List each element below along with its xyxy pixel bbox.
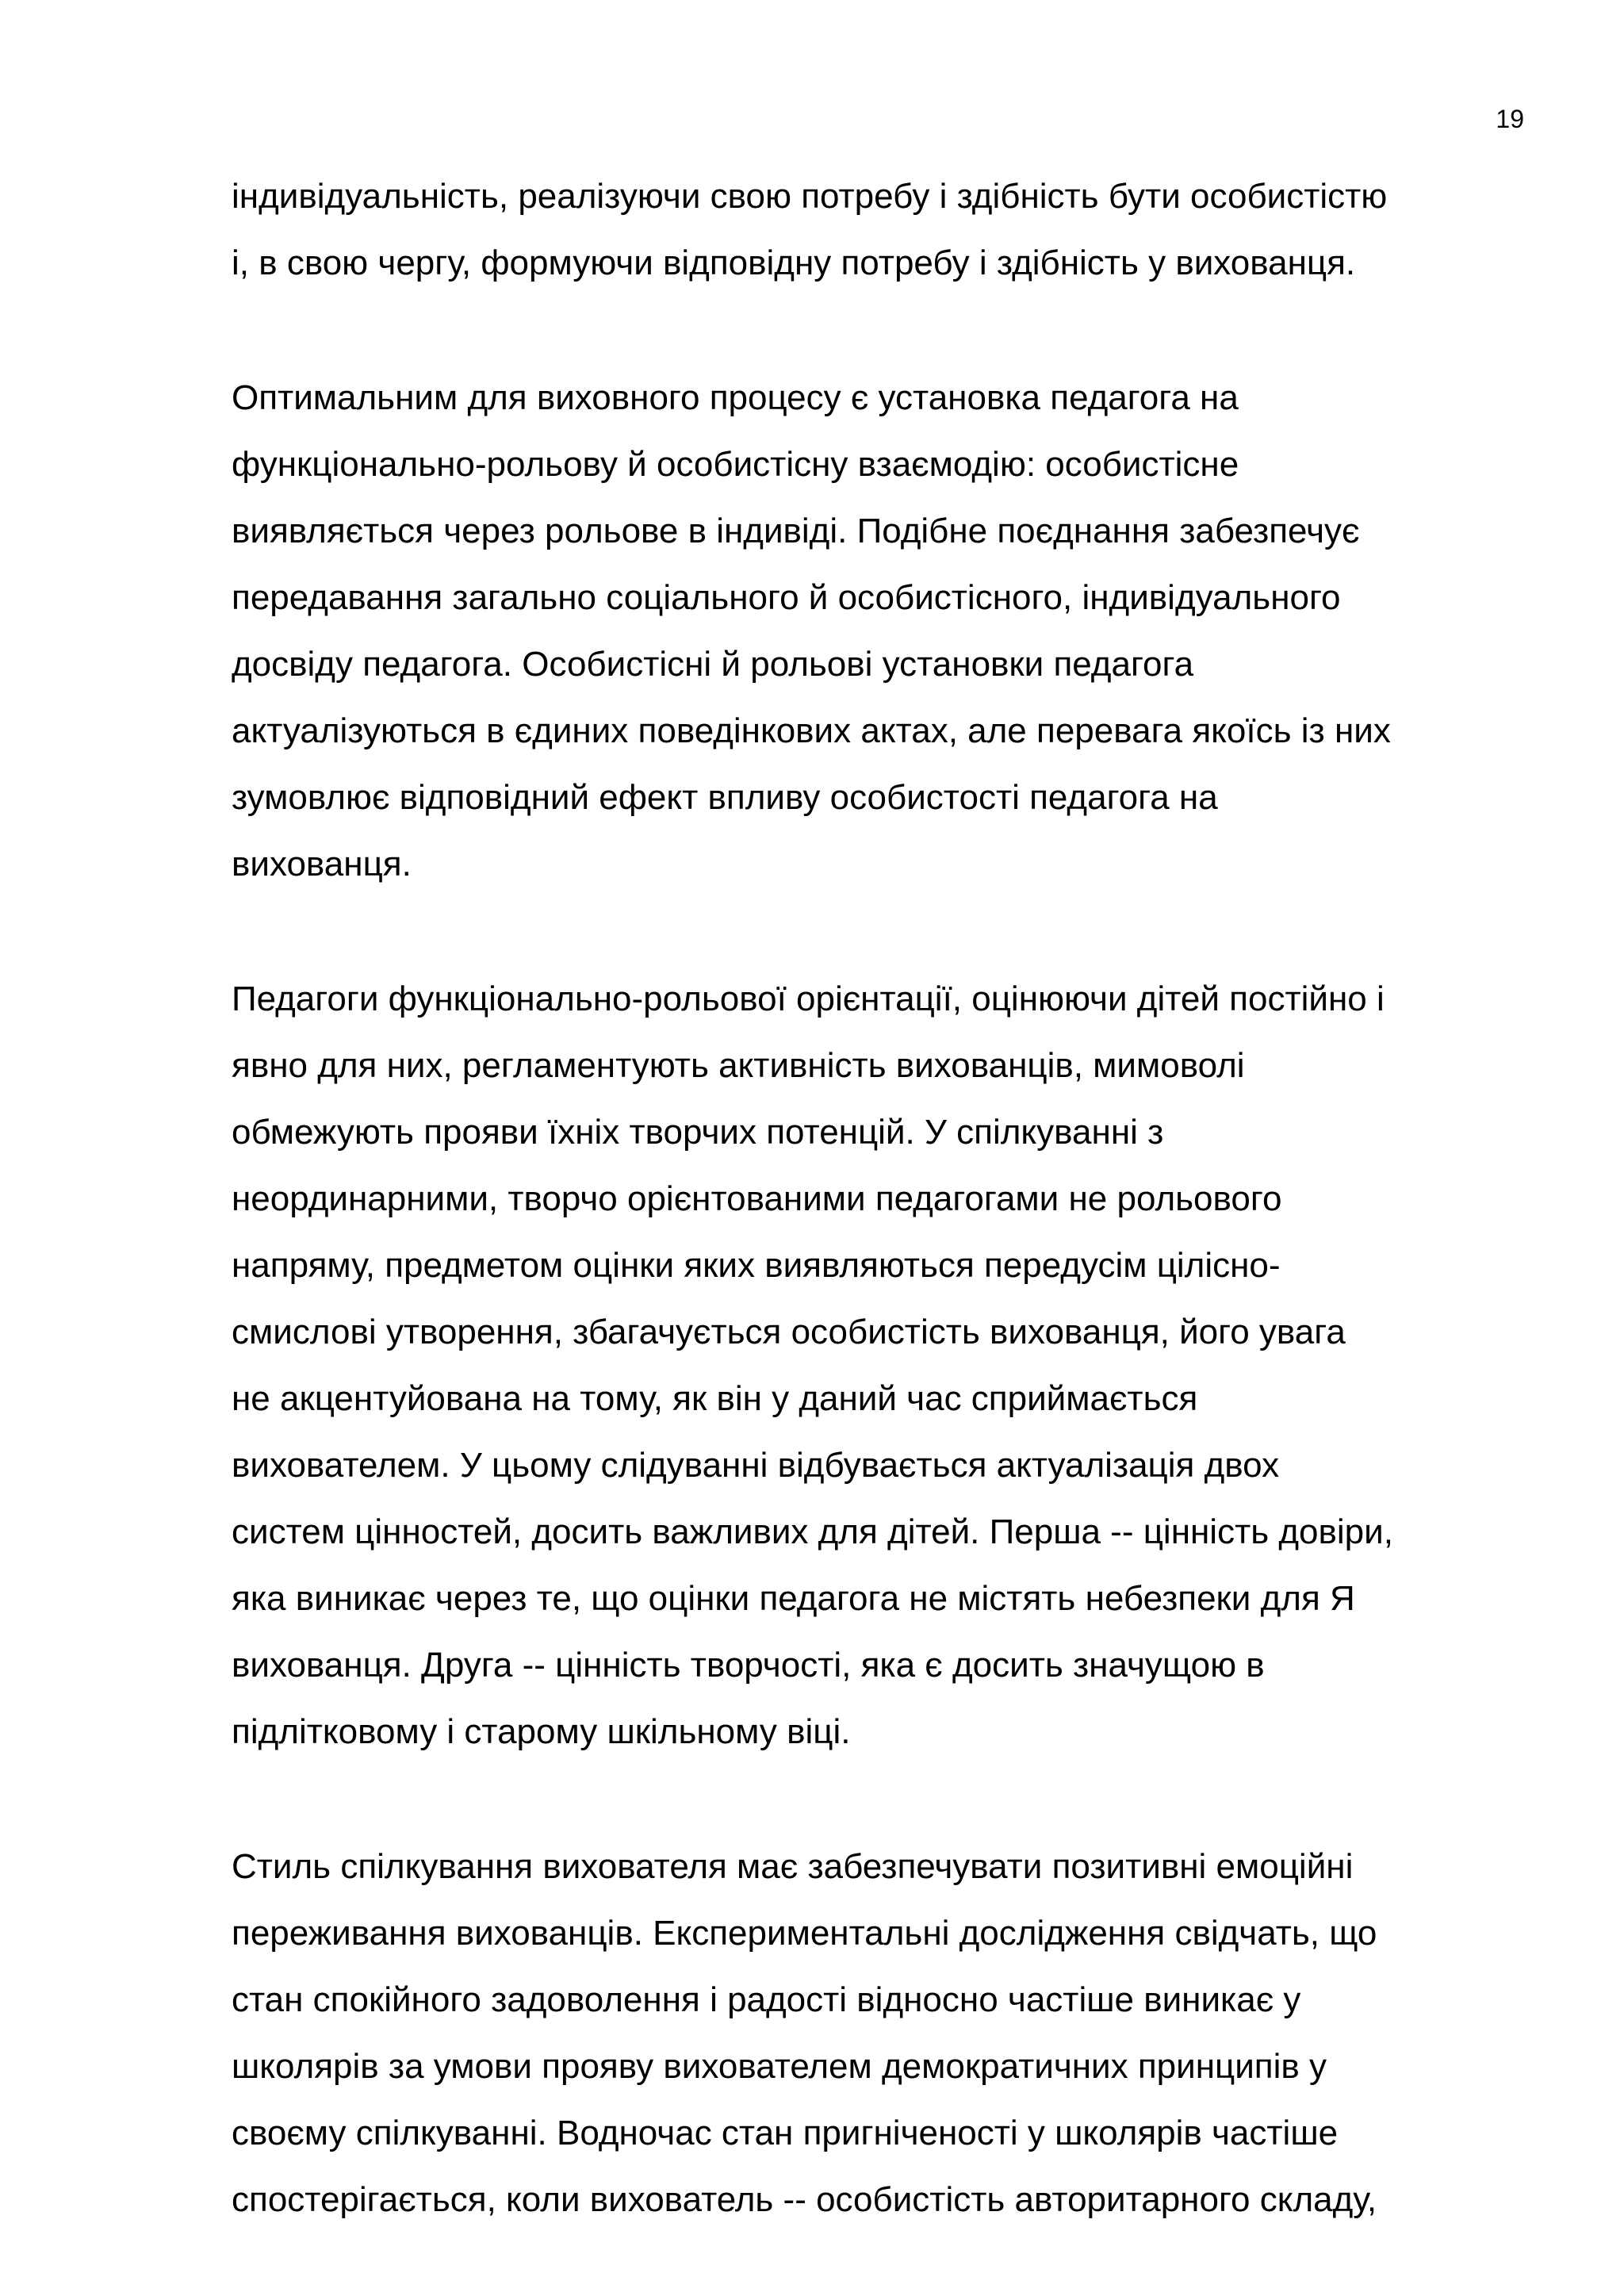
text-line: і, в свою чергу, формуючи відповідну потребу і здібність у вихованця.	[232, 243, 1356, 282]
text-line: індивідуальність, реалізуючи свою потребу і здібність бути особистістю	[232, 177, 1388, 216]
text-line: переживання вихованців. Експериментальні дослідження свідчать, що	[232, 1914, 1377, 1953]
paragraph-2	[232, 365, 1522, 898]
text-line: обмежують прояви їхніх творчих потенцій. У спілкуванні з	[232, 1113, 1164, 1152]
text-line: школярів за умови прояву вихователем демократичних принципів у	[232, 2047, 1327, 2086]
paragraph-1	[232, 163, 1522, 297]
paragraph-3	[232, 966, 1522, 1765]
text-line: вихователем. У цьому слідуванні відбувається актуалізація двох	[232, 1446, 1280, 1485]
text-line: смислові утворення, збагачується особистість вихованця, його увага	[232, 1313, 1346, 1351]
text-line: вихованця.	[232, 845, 412, 884]
text-line: підлітковому і старому шкільному віці.	[232, 1712, 851, 1751]
text-line: актуалізуються в єдиних поведінкових актах, але перевага якоїсь із них	[232, 711, 1391, 750]
paragraph-4	[232, 1834, 1522, 2233]
text-line: яка виникає через те, що оцінки педагога не містять небезпеки для Я	[232, 1579, 1355, 1618]
text-line: систем цінностей, досить важливих для дітей. Перша -- цінність довіри,	[232, 1512, 1393, 1551]
text-line: явно для них, регламентують активність вихованців, мимоволі	[232, 1046, 1245, 1085]
text-line: передавання загально соціального й особистісного, індивідуального	[232, 578, 1341, 617]
page-number: 19	[1496, 105, 1524, 133]
text-line: стан спокійного задоволення і радості відносно частіше виникає у	[232, 1980, 1301, 2019]
text-line: виявляється через рольове в індивіді. Подібне поєднання забезпечує	[232, 512, 1360, 550]
text-line: вихованця. Друга -- цінність творчості, яка є досить значущою в	[232, 1646, 1265, 1685]
text-line: спостерігається, коли вихователь -- особистість авторитарного складу,	[232, 2180, 1377, 2219]
text-line: неординарними, творчо орієнтованими педагогами не рольового	[232, 1179, 1282, 1218]
text-line: Педагоги функціонально-рольової орієнтації, оцінюючи дітей постійно і	[232, 979, 1385, 1018]
text-line: Оптимальним для виховного процесу є установка педагога на	[232, 378, 1239, 417]
text-line: не акцентуйована на тому, як він у даний час сприймається	[232, 1379, 1198, 1418]
text-line: функціонально-рольову й особистісну взаємодію: особистісне	[232, 445, 1239, 484]
text-line: Стиль спілкування вихователя має забезпечувати позитивні емоційні	[232, 1847, 1354, 1886]
text-line: зумовлює відповідний ефект впливу особистості педагога на	[232, 778, 1218, 817]
paragraph-spacer	[232, 297, 1522, 365]
text-line: напряму, предметом оцінки яких виявляються передусім цілісно-	[232, 1246, 1281, 1285]
paragraph-spacer	[232, 898, 1522, 966]
body-text	[232, 163, 1522, 2233]
text-line: своєму спілкуванні. Водночас стан пригніченості у школярів частіше	[232, 2114, 1339, 2152]
text-line: досвіду педагога. Особистісні й рольові установки педагога	[232, 645, 1194, 684]
paragraph-spacer	[232, 1765, 1522, 1834]
